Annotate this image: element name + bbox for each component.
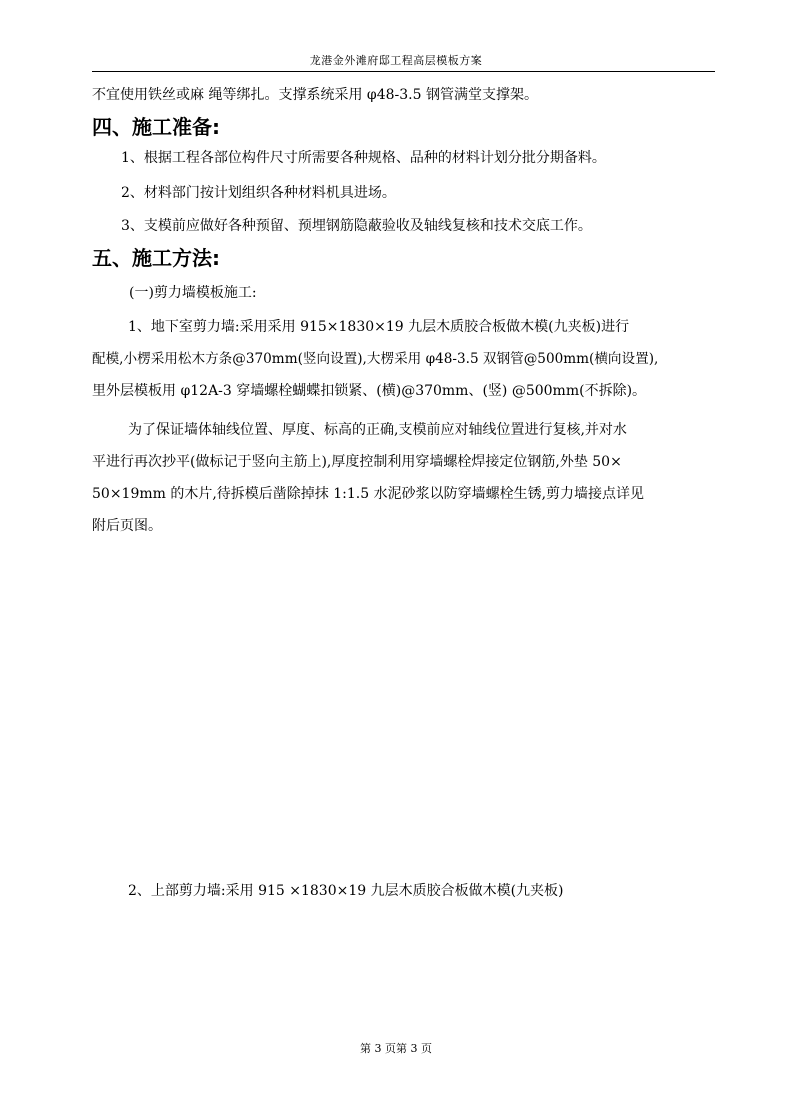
page-header-title: 龙港金外滩府邸工程高层模板方案 bbox=[309, 54, 483, 67]
paragraph-line: 配模,小楞采用松木方条@370mm(竖向设置),大楞采用 φ48-3.5 双钢管@500mm(横向设置), bbox=[92, 351, 659, 367]
paragraph-line: 里外层模板用 φ12A-3 穿墙螺栓蝴蝶扣锁紧、(横)@370mm、(竖) @500mm(不拆除)。 bbox=[92, 383, 647, 399]
list-item: 1、根据工程各部位构件尺寸所需要各种规格、品种的材料计划分批分期备料。 bbox=[121, 150, 606, 166]
paragraph-line: 附后页图。 bbox=[92, 518, 162, 534]
paragraph-line: 2、上部剪力墙:采用 915 ×1830×19 九层木质胶合板做木模(九夹板) bbox=[128, 883, 564, 899]
section-4-heading: 四、施工准备: bbox=[92, 115, 220, 139]
section-4-list bbox=[92, 143, 720, 242]
intro-line: 不宜使用铁丝或麻 绳等绑扎。支撑系统采用 φ48-3.5 钢管满堂支撑架。 bbox=[92, 87, 538, 103]
header-divider bbox=[92, 71, 715, 72]
section-5-heading: 五、施工方法: bbox=[92, 246, 220, 270]
subsection-heading: (一)剪力墙模板施工: bbox=[129, 285, 257, 301]
list-item: 3、支模前应做好各种预留、预埋钢筋隐蔽验收及轴线复核和技术交底工作。 bbox=[121, 218, 592, 234]
section-5-body bbox=[92, 278, 720, 542]
paragraph-line: 平进行再次抄平(做标记于竖向主筋上),厚度控制利用穿墙螺栓焊接定位钢筋,外垫 50× bbox=[92, 454, 622, 470]
intro-paragraph bbox=[92, 80, 720, 111]
upper-wall-paragraph bbox=[92, 876, 720, 907]
list-item: 2、材料部门按计划组织各种材料机具进场。 bbox=[121, 185, 396, 201]
page-footer-number: 第 3 页第 3 页 bbox=[360, 1042, 432, 1055]
paragraph-line: 为了保证墙体轴线位置、厚度、标高的正确,支模前应对轴线位置进行复核,并对水 bbox=[128, 422, 627, 438]
paragraph-line: 50×19mm 的木片,待拆模后凿除掉抹 1:1.5 水泥砂浆以防穿墙螺栓生锈,剪力墙接点详见 bbox=[92, 486, 645, 502]
paragraph-line: 1、地下室剪力墙:采用采用 915×1830×19 九层木质胶合板做木模(九夹板)进行 bbox=[128, 319, 630, 335]
